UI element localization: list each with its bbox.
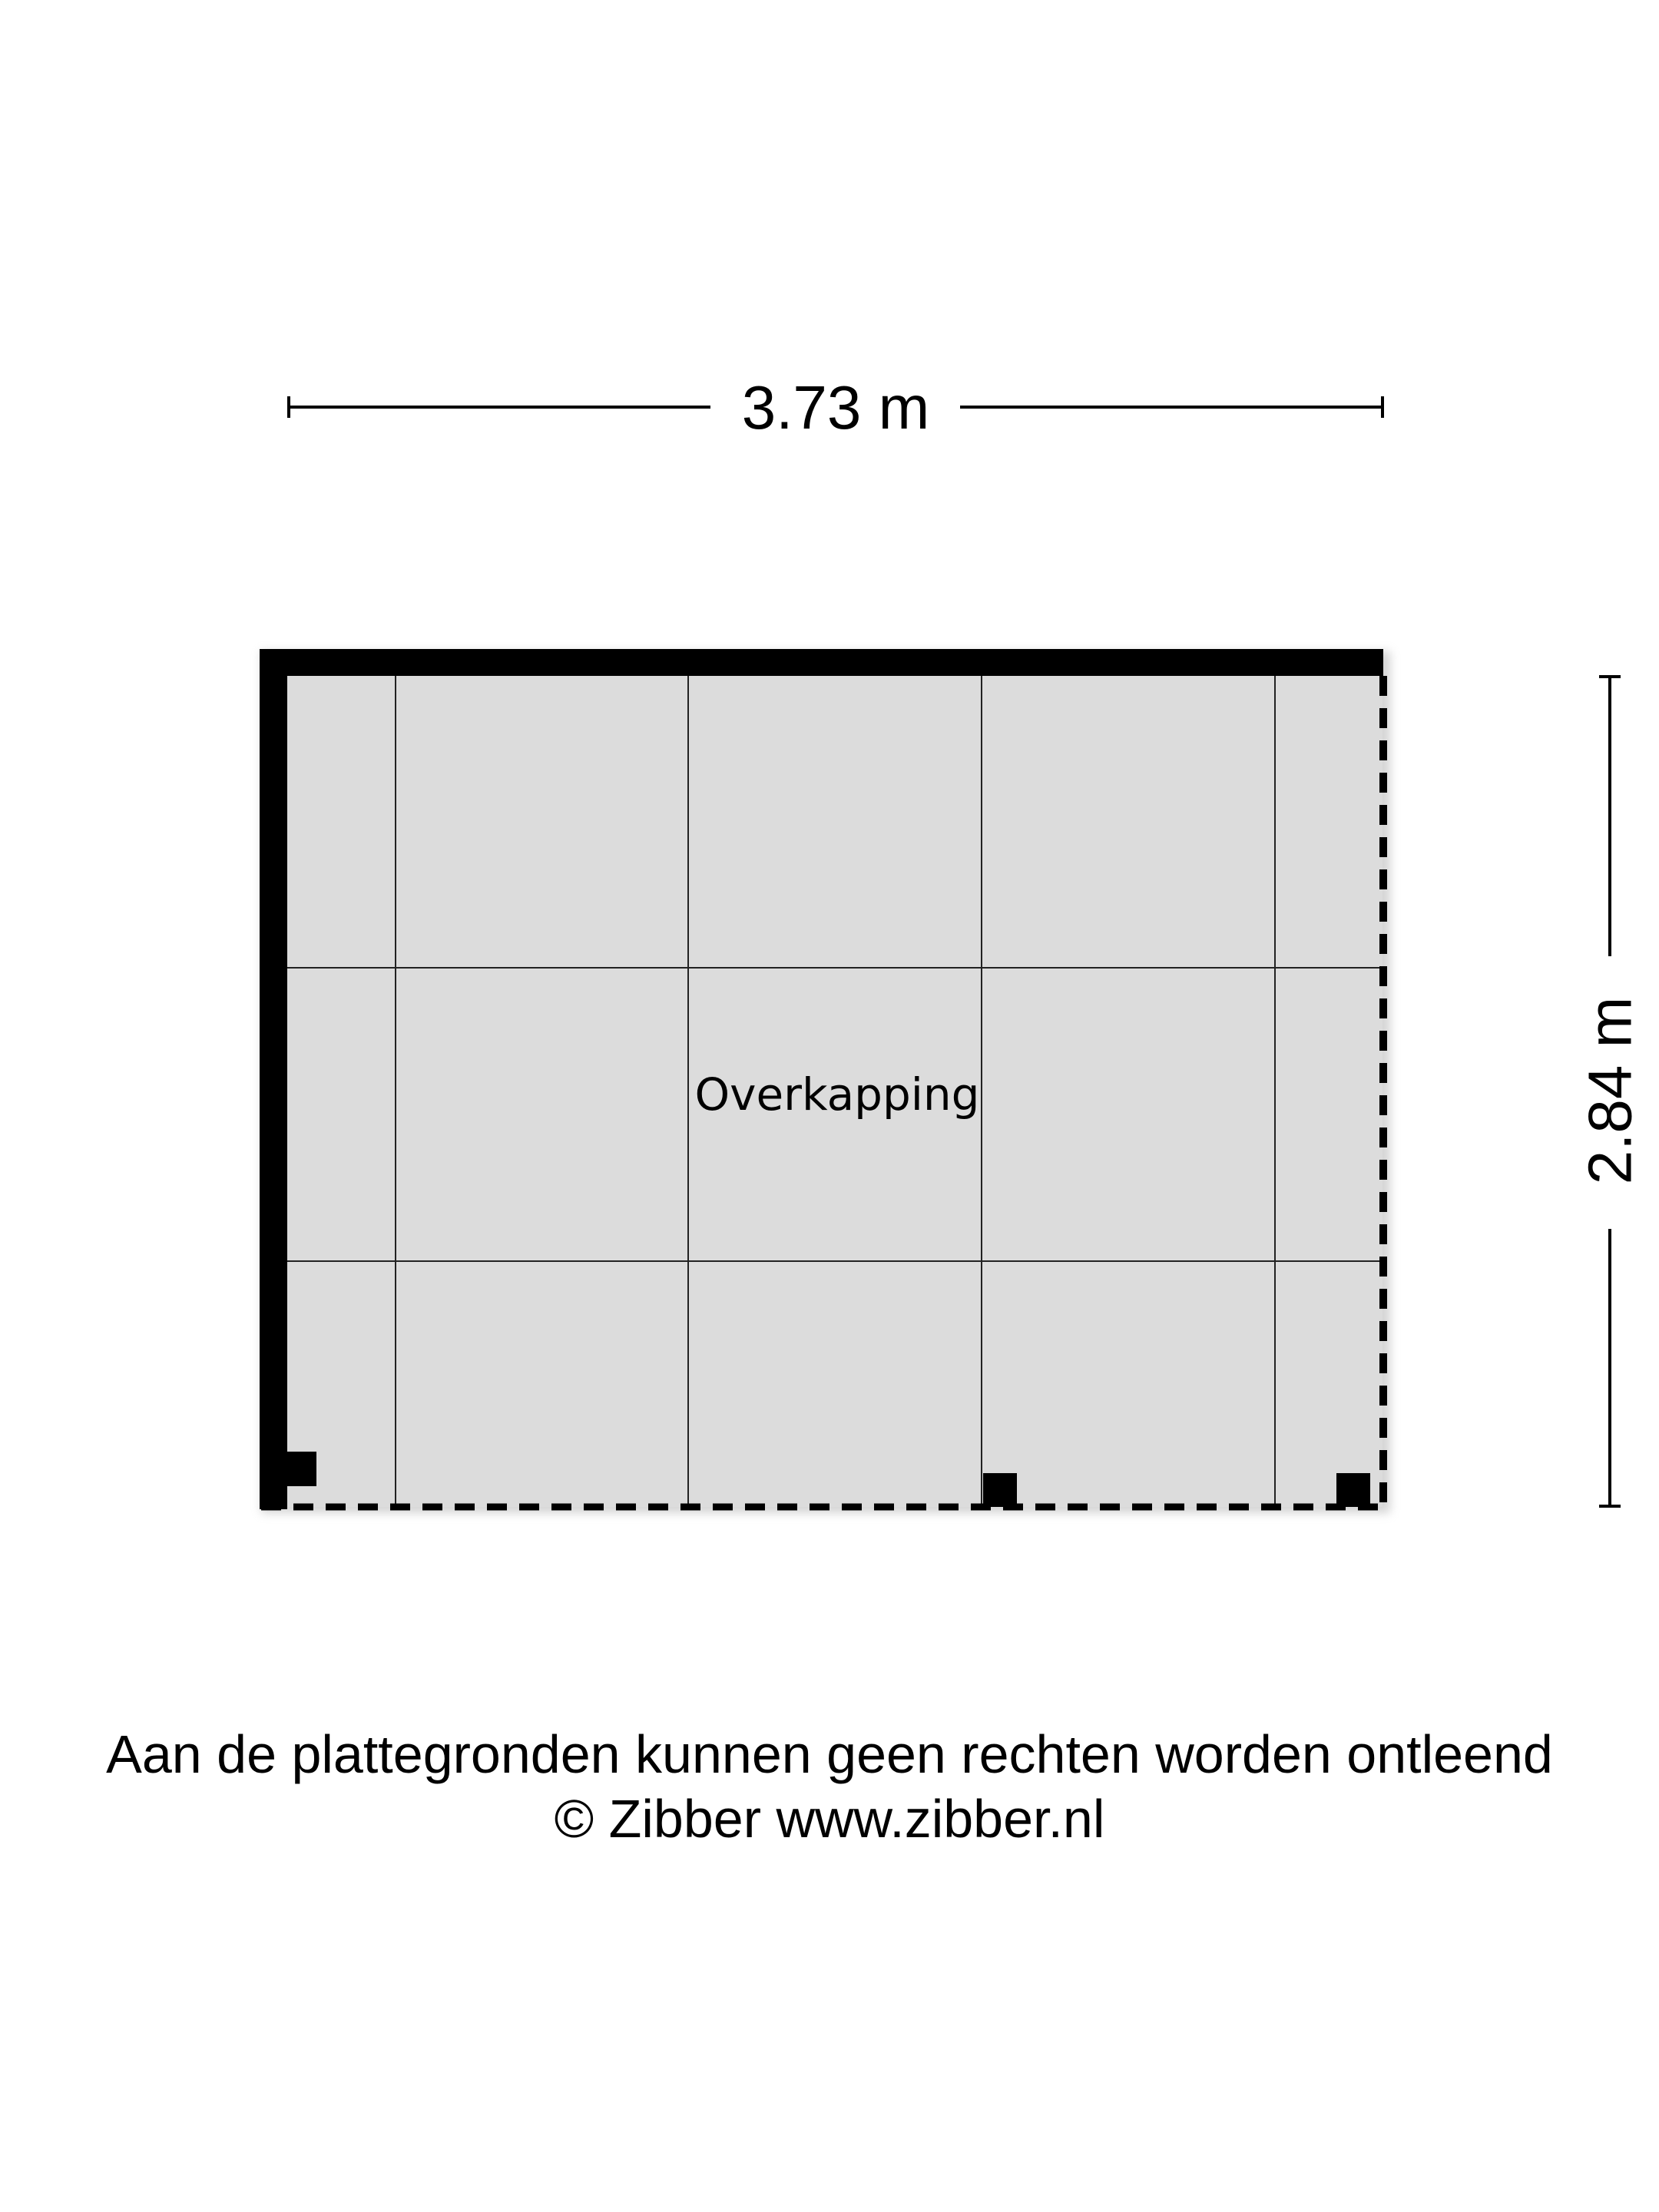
post-right [1336,1473,1370,1507]
disclaimer-text: Aan de plattegronden kunnen geen rechten worden ontleend [106,1724,1553,1784]
width-dimension [288,373,1382,442]
room-label: Overkapping [694,1068,980,1121]
wall-left [260,649,287,1509]
width-dimension-label: 3.73 m [741,373,930,442]
height-dimension-label: 2.84 m [1575,996,1644,1185]
wall-top [260,649,1383,676]
post-middle [983,1473,1017,1507]
post-left [287,1452,316,1486]
copyright-text: © Zibber www.zibber.nl [554,1789,1105,1849]
height-dimension [1576,676,1644,1507]
room-overkapping [260,649,1390,1513]
